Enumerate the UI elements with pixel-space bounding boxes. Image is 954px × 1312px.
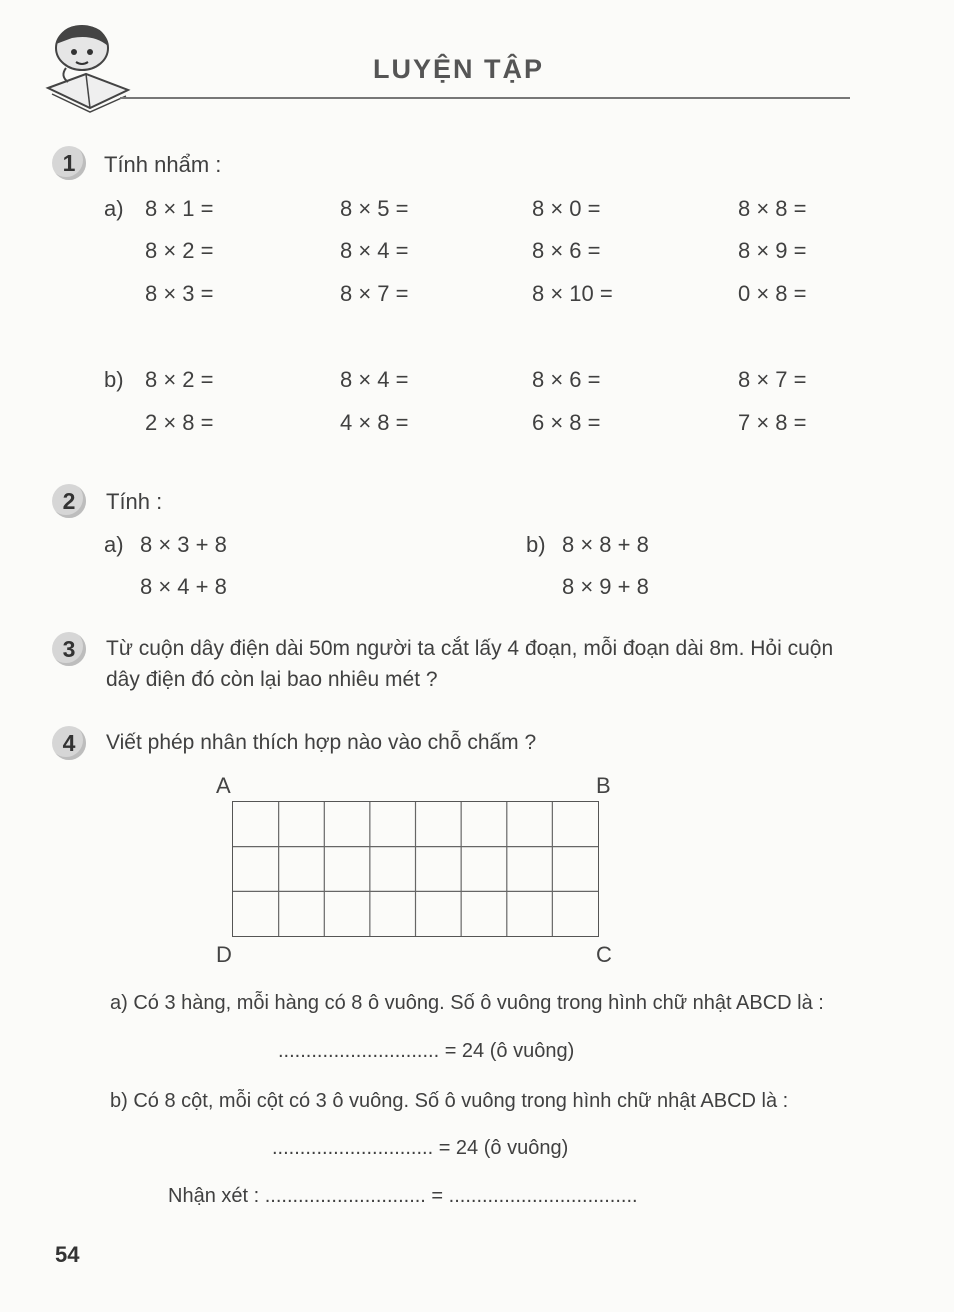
exercise-1a-item: 8 × 5 = [340, 196, 409, 221]
exercise-1-badge: 1 [52, 146, 86, 180]
exercise-1a-item: 8 × 8 = [738, 196, 807, 221]
exercise-1b-item: 8 × 7 = [738, 367, 807, 392]
exercise-1b-label: b) [104, 367, 124, 392]
exercise-3-badge: 3 [52, 632, 86, 666]
exercise-1a-item: 8 × 4 = [340, 238, 409, 263]
exercise-1b-item: 6 × 8 = [532, 410, 601, 435]
exercise-4b-answer: ............................. = 24 (ô vuông) [272, 1137, 569, 1159]
mascot-reading-icon [42, 18, 134, 118]
exercise-2b-label: b) [526, 532, 546, 557]
exercise-1a-label: a) [104, 196, 124, 221]
corner-label-d: D [216, 942, 232, 967]
exercise-1b-item: 8 × 2 = [145, 367, 214, 392]
corner-label-b: B [596, 773, 611, 798]
exercise-2a-label: a) [104, 532, 124, 557]
exercise-2a-item: 8 × 3 + 8 [140, 532, 227, 557]
exercise-1a-item: 8 × 0 = [532, 196, 601, 221]
exercise-2-badge: 2 [52, 484, 86, 518]
exercise-1b-item: 7 × 8 = [738, 410, 807, 435]
exercise-1b-item: 8 × 6 = [532, 367, 601, 392]
exercise-2-instruction: Tính : [106, 489, 163, 514]
exercise-2a-item: 8 × 4 + 8 [140, 574, 227, 599]
exercise-1a-item: 8 × 6 = [532, 238, 601, 263]
exercise-2b-item: 8 × 8 + 8 [562, 532, 649, 557]
page-title: LUYỆN TẬP [373, 54, 545, 84]
exercise-4a-text: a) Có 3 hàng, mỗi hàng có 8 ô vuông. Số ô vuông trong hình chữ nhật ABCD là : [110, 992, 824, 1014]
exercise-4-remark: Nhận xét : ............................. = .................................. [168, 1185, 638, 1207]
exercise-2b-item: 8 × 9 + 8 [562, 574, 649, 599]
title-divider [120, 97, 850, 99]
exercise-4-instruction: Viết phép nhân thích hợp nào vào chỗ chấm ? [106, 731, 537, 754]
exercise-1a-item: 0 × 8 = [738, 281, 807, 306]
exercise-1a-item: 8 × 9 = [738, 238, 807, 263]
exercise-3-text-line1: Từ cuộn dây điện dài 50m người ta cắt lấy 4 đoạn, mỗi đoạn dài 8m. Hỏi cuộn [106, 637, 834, 660]
exercise-1b-item: 4 × 8 = [340, 410, 409, 435]
exercise-1a-item: 8 × 2 = [145, 238, 214, 263]
exercise-4-badge: 4 [52, 726, 86, 760]
exercise-1-instruction: Tính nhẩm : [104, 152, 222, 177]
corner-label-a: A [216, 773, 231, 798]
exercise-1a-item: 8 × 7 = [340, 281, 409, 306]
page-number: 54 [55, 1242, 80, 1267]
exercise-1b-item: 2 × 8 = [145, 410, 214, 435]
exercise-1b-item: 8 × 4 = [340, 367, 409, 392]
exercise-4a-answer: ............................. = 24 (ô vuông) [278, 1040, 575, 1062]
exercise-3-text-line2: dây điện đó còn lại bao nhiêu mét ? [106, 668, 438, 691]
exercise-1a-item: 8 × 3 = [145, 281, 214, 306]
corner-label-c: C [596, 942, 612, 967]
exercise-1a-item: 8 × 10 = [532, 281, 613, 306]
rectangle-grid-abcd [232, 801, 599, 937]
exercise-4b-text: b) Có 8 cột, mỗi cột có 3 ô vuông. Số ô vuông trong hình chữ nhật ABCD là : [110, 1090, 789, 1112]
exercise-1a-item: 8 × 1 = [145, 196, 214, 221]
